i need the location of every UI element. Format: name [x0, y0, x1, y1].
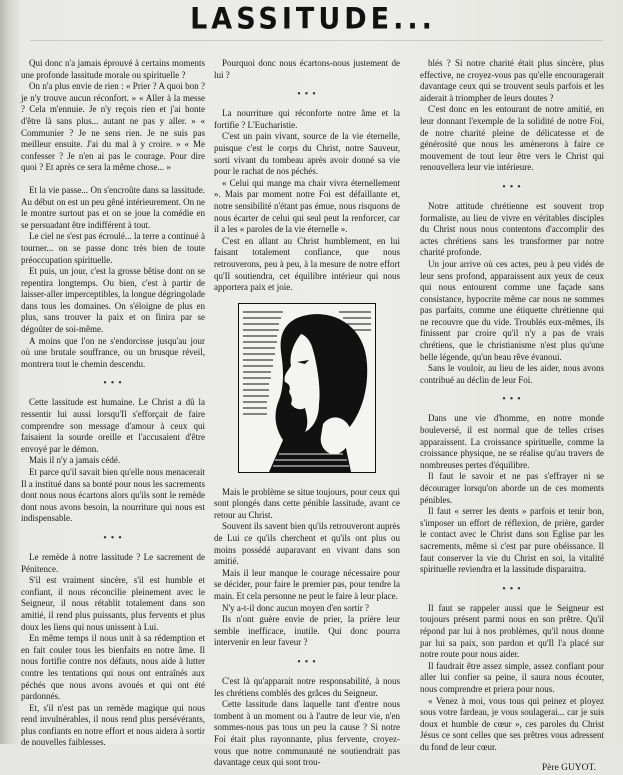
- header-shadow: [30, 40, 603, 41]
- column-2: [214, 58, 400, 769]
- paragraph: Dans une vie d'homme, en notre monde bouleversé, il est normal que de telles crises apparaissent. La croissance spirituelle, comme la croissance physique, ne se réalise qu'au travers de nombreuses pertes d'équilibre.: [420, 413, 604, 470]
- paragraph: Cette lassitude est humaine. Le Christ a dû la ressentir lui aussi lorsqu'Il s'efforçait de faire comprendre son message d'amour à ceux qui faisaient la sourde oreille et l'accusaient d'être envoyé par le démon.: [21, 397, 205, 454]
- paragraph: « Venez à moi, vous tous qui peinez et ployez sous votre fardeau, je vous soulagerai... car je suis doux et humble de cœur », ces paroles du Christ Jésus ce sont celles que ses prêtres vous adressent du fond de leur cœur.: [420, 695, 604, 752]
- paragraph: Souvent ils savent bien qu'ils retrouveront auprès de Lui ce qu'ils cherchent et qu'ils ont plus ou moins possédé auparavant en vivant dans son amitié.: [214, 521, 400, 567]
- paragraph: En même temps il nous unit à sa rédemption et en fait couler tous les bienfaits en notre âme. Il nous fortifie contre nos défauts, nous aide à lutter contre les tentations qui nous ont entraînés aux péchés que nous avons avoués et qui ont été pardonnés.: [21, 633, 205, 702]
- section-separator: • • •: [297, 89, 317, 101]
- paragraph: La nourriture qui réconforte notre âme et la fortifie ? L'Eucharistie.: [214, 108, 400, 130]
- paragraph: Et puis, un jour, c'est la grosse bêtise dont on se repentira longtemps. Ou bien, c'est à partir de laisser-aller imperceptibles, la longue dégringolade dans tous les domaines. On s'éloigne de plus en plus, sans trouver la paix et on finira par se dégoûter de soi-même.: [21, 266, 205, 335]
- paragraph: C'est donc en les entourant de notre amitié, en leur donnant l'exemple de la solidité de notre Foi, de notre charité pleine de délicatesse et de générosité que nous les amènerons à faire ce mouvement de tout leur être vers le Christ qui renouvellera leur vie intérieure.: [420, 104, 604, 173]
- paragraph: « Celui qui mange ma chair vivra éternellement ». Mais par moment notre Foi est défaillante et, notre sensibilité n'étant pas émue, nous risquons de nous écarter de celui qui seul peut la renforcer, car il a les « paroles de la vie éternelle ».: [214, 177, 400, 235]
- paragraph: Il faut se rappeler aussi que le Seigneur est toujours présent parmi nous en son prêtre. Qu'il répond par lui à nos problèmes, qu'il nous donne par lui sa paix, son pardon et qu'Il l'a placé sur notre route pour nous aider.: [420, 602, 604, 660]
- paragraph: C'est un pain vivant, source de la vie éternelle, puisque c'est le corps du Christ, notre Sauveur, sorti vivant du tombeau après avoir donné sa vie pour le rachat de nos péchés.: [214, 131, 400, 177]
- paragraph: N'y a-t-il donc aucun moyen d'en sortir ?: [222, 602, 369, 613]
- column-1: [21, 58, 205, 749]
- paragraph: Ils n'ont guère envie de prier, la prière leur semble inefficace, inutile. Qui donc pourra intervenir en leur faveur ?: [214, 614, 400, 648]
- illustration-art: [239, 304, 375, 472]
- paragraph: Cette lassitude dans laquelle tant d'entre nous tombent à un moment ou à l'autre de leur vie, n'en sommes-nous pas tous un peu la cause ? Si notre Foi était plus rayonnante, plus fervente, croyez-vous que notre communauté ne soutiendrait pas davantage ceux qui sont trou-: [214, 699, 400, 768]
- paragraph: Notre attitude chrétienne est souvent trop formaliste, au lieu de vivre en véritables disciples du Christ nous nous contentons d'accomplir des actes chrétiens sans les transformer par notre charité profonde.: [420, 200, 604, 258]
- paragraph: Sans le vouloir, au lieu de les aider, nous avons contribué au déclin de leur Foi.: [420, 363, 604, 385]
- paragraph: blés ? Si notre charité était plus sincère, plus effective, ne croyez-vous pas qu'elle encouragerait davantage ceux qui se trouvent seuls parfois et les aiderait à triompher de leurs doutes ?: [420, 58, 604, 103]
- paragraph: Qui donc n'a jamais éprouvé à certains moments une profonde lassitude morale ou spirituelle ?: [21, 58, 205, 80]
- paragraph: C'est en allant au Christ humblement, en lui faisant totalement confiance, que nous retrouverons, peu à peu, à la mesure de notre effort qu'Il soutiendra, cet équilibre intérieur qui nous apportera paix et joie.: [214, 235, 400, 293]
- section-separator: • • •: [103, 532, 123, 544]
- paragraph: Un jour arrive où ces actes, peu à peu vidés de leur sens profond, apparaissent aux yeux de ceux qui nous entourent comme une façade sans consistance, hypocrite même car nous ne sommes pas parfaits, comme une étiquette chrétienne qui ne recouvre que du vide. Troublés eux-mêmes, ils finissent par croire qu'il n'y a pas de vrais chrétiens, que le christianisme n'est plus qu'une belle légende, qu'un beau rêve évanoui.: [420, 258, 604, 362]
- article-title: LASSITUDE...: [190, 2, 436, 37]
- woodcut-illustration: [238, 303, 376, 473]
- author-signature: Père GUYOT.: [541, 763, 596, 774]
- paragraph: Le remède à notre lassitude ? Le sacrement de Pénitence.: [21, 551, 205, 574]
- paragraph: S'il est vraiment sincère, s'il est humble et confiant, il nous réconcilie pleinement avec le Seigneur, il nous rétablit totalement dans son amitié, il rend plus puissants, plus fervents et plus doux les liens qui nous unissent à Lui.: [21, 575, 205, 632]
- paragraph: Pourquoi donc nous écartons-nous justement de lui ?: [214, 58, 400, 80]
- paragraph: Il faut le savoir et ne pas s'effrayer ni se décourager lorsqu'on aborde un de ces moments pénibles.: [420, 471, 604, 505]
- paragraph: Et parce qu'il savait bien qu'elle nous menacerait Il a institué dans sa bonté pour nous les sacrements dont nous nous écartons alors qu'ils sont le remède dont nous avons besoin, la nourriture qui nous est indispensable.: [21, 467, 205, 524]
- paragraph: Il faut « serrer les dents » parfois et tenir bon, s'imposer un effort de réflexion, de prière, garder le contact avec le Christ dans son Eglise par les sacrements, même si c'est par pure obéissance. Il faut conserver la vie du Christ en soi, la vitalité spirituelle reviendra et la lassitude disparaitra.: [420, 506, 604, 575]
- paragraph: A moins que l'on ne s'endorcisse jusqu'au jour où une brutale souffrance, ou un brusque réveil, montrera tout le chemin descendu.: [21, 335, 205, 369]
- paragraph: Et la vie passe... On s'encroûte dans sa lassitude. Au début on est un peu gêné intérieurement. On ne le montre surtout pas et on se joue la comédie en se persuadant être indifférent à tout.: [21, 184, 205, 230]
- paragraph: Et, s'il n'est pas un remède magique qui nous rend invulnérables, il nous rend plus persévérants, plus confiants en notre effort et nous aidera à sortir de nouvelles faiblesses.: [21, 702, 205, 748]
- section-separator: • • •: [103, 378, 123, 390]
- column-3: [420, 58, 604, 775]
- section-separator: • • •: [502, 583, 522, 595]
- paragraph: Le ciel ne s'est pas écroulé... la terre a continué à tourner... on se passe donc très bien de toute préoccupation spirituelle.: [21, 231, 205, 265]
- section-separator: • • •: [502, 181, 522, 193]
- paragraph: Il faudrait être assez simple, assez confiant pour aller lui confier sa peine, il saura nous écouter, nous comprendre et priera pour nous.: [420, 660, 604, 694]
- paragraph: Mais il n'y a jamais cédé.: [29, 455, 121, 466]
- section-separator: • • •: [297, 657, 317, 668]
- paragraph: On n'a plus envie de rien : « Prier ? A quoi bon ? je n'y trouve aucun réconfort. » « Aller à la messe ? Cela m'ennuie. Je n'y reçois rien et j'ai honte d'être là sans plus... autant ne pas y aller. » « Communier ? Je ne sens rien. Je ne suis pas meilleur ensuite. J'ai du mal à y croire. » « Me confesser ? Je n'en ai pas le courage. Pour dire quoi ? Et après ce sera la même chose... »: [21, 81, 205, 173]
- paragraph: Mais il leur manque le courage nécessaire pour se décider, pour faire le premier pas, pour tendre la main. Et cela personne ne peut le faire à leur place.: [214, 567, 400, 602]
- section-separator: • • •: [502, 394, 522, 406]
- paragraph: Mais le problème se situe toujours, pour ceux qui sont plongés dans cette pénible lassitude, avant ce retour au Christ.: [214, 486, 400, 520]
- paragraph: C'est là qu'apparait notre responsabilité, à nous les chrétiens comblés des grâces du Seigneur.: [214, 676, 400, 698]
